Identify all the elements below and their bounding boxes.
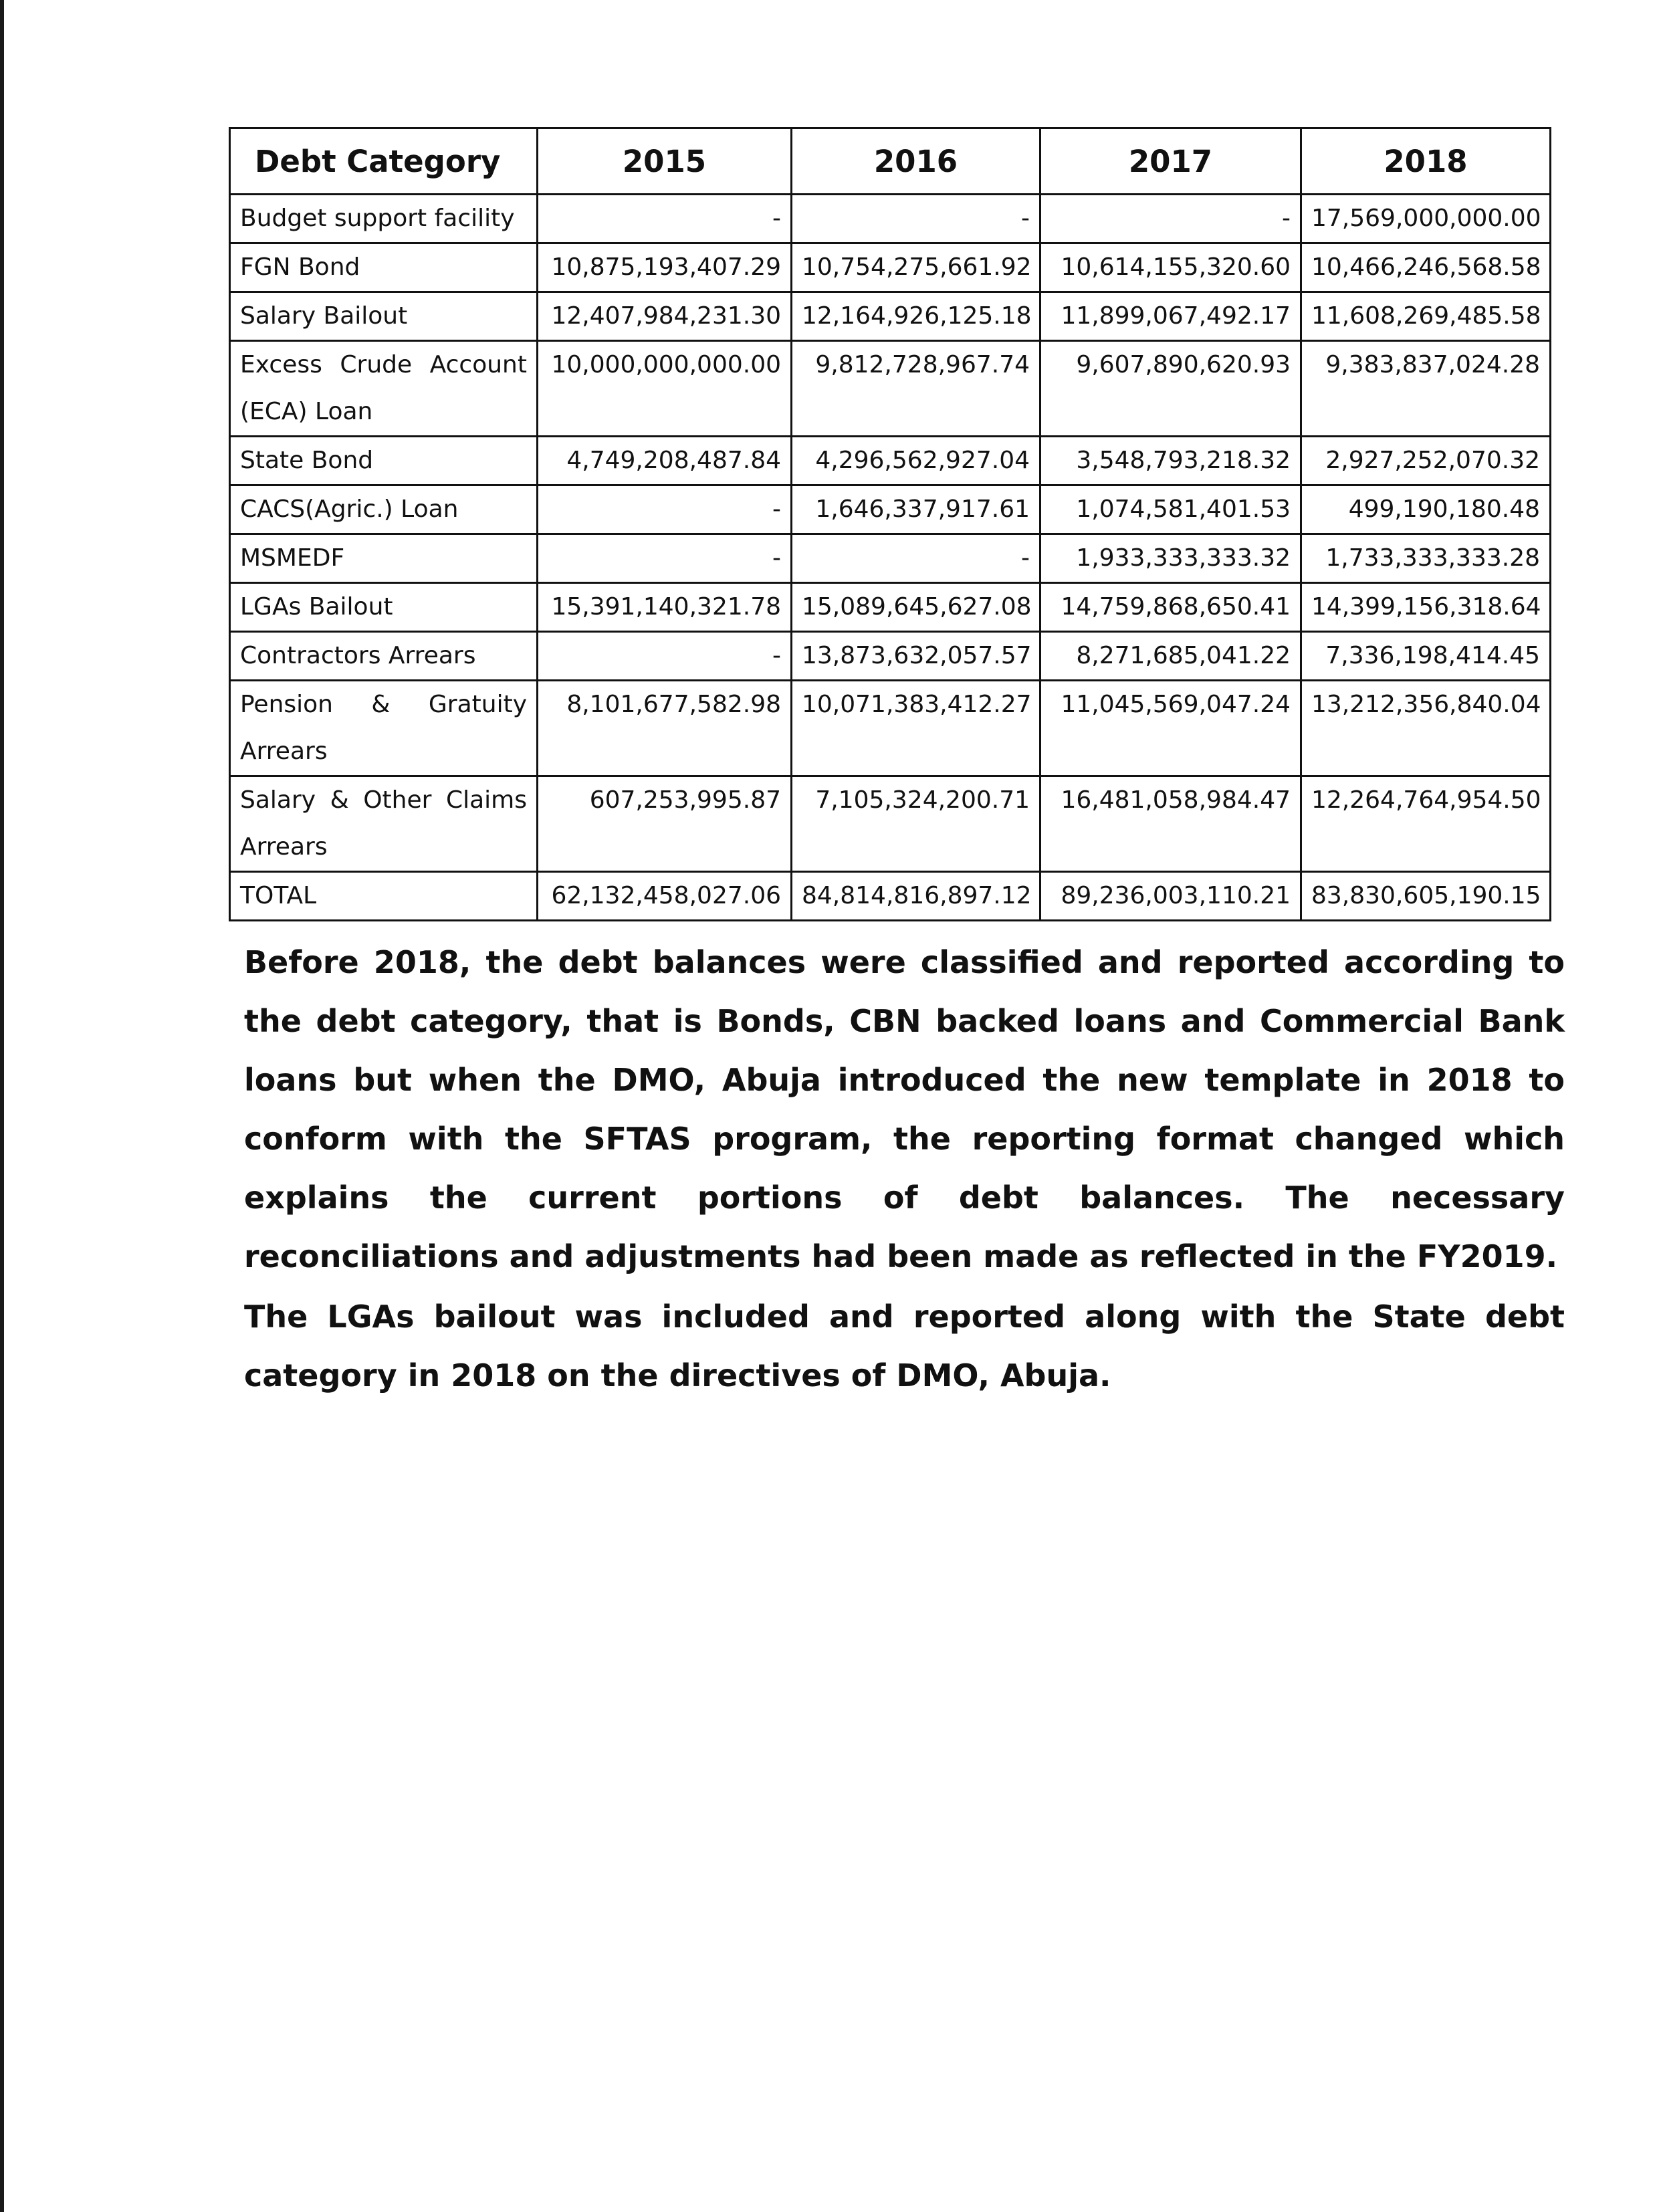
- header-2015: 2015: [538, 128, 792, 195]
- row-category: LGAs Bailout: [230, 583, 538, 632]
- row-value-2016: 12,164,926,125.18: [792, 292, 1040, 341]
- row-value-2015: 10,875,193,407.29: [538, 243, 792, 292]
- row-value-2017: 8,271,685,041.22: [1040, 632, 1301, 681]
- row-value-2018: 10,466,246,568.58: [1301, 243, 1551, 292]
- row-category: Pension & Gratuity Arrears: [230, 681, 538, 776]
- row-value-2017: 14,759,868,650.41: [1040, 583, 1301, 632]
- row-value-2018: 499,190,180.48: [1301, 485, 1551, 534]
- row-value-2016: 10,071,383,412.27: [792, 681, 1040, 776]
- row-value-2018: 14,399,156,318.64: [1301, 583, 1551, 632]
- total-label: TOTAL: [230, 872, 538, 921]
- row-value-2016: -: [792, 534, 1040, 583]
- table-row: [230, 243, 1551, 292]
- row-value-2015: -: [538, 632, 792, 681]
- row-value-2018: 17,569,000,000.00: [1301, 195, 1551, 243]
- row-value-2017: 1,074,581,401.53: [1040, 485, 1301, 534]
- row-value-2018: 7,336,198,414.45: [1301, 632, 1551, 681]
- row-category: State Bond: [230, 437, 538, 485]
- row-category: Excess Crude Account (ECA) Loan: [230, 341, 538, 437]
- table-row: [230, 776, 1551, 872]
- paragraph-debt-classification: Before 2018, the debt balances were classified and reported according to the debt category, that is Bonds, CBN backed loans and Commercial Bank loans but when the DMO, Abuja introduced the new template in 2018 to conform with the SFTAS program, the reporting format changed which explains the current portions of debt balances. The necessary reconciliations and adjustments had been made as reflected in the FY2019.: [244, 944, 1565, 1275]
- row-value-2015: -: [538, 534, 792, 583]
- total-2015: 62,132,458,027.06: [538, 872, 792, 921]
- row-value-2015: 8,101,677,582.98: [538, 681, 792, 776]
- header-debt-category: Debt Category: [230, 128, 538, 195]
- header-2017: 2017: [1040, 128, 1301, 195]
- row-value-2018: 11,608,269,485.58: [1301, 292, 1551, 341]
- total-2017: 89,236,003,110.21: [1040, 872, 1301, 921]
- row-value-2015: 10,000,000,000.00: [538, 341, 792, 437]
- table-header-row: [230, 128, 1551, 195]
- row-value-2016: 9,812,728,967.74: [792, 341, 1040, 437]
- row-value-2018: 1,733,333,333.28: [1301, 534, 1551, 583]
- total-2018: 83,830,605,190.15: [1301, 872, 1551, 921]
- table-row: [230, 437, 1551, 485]
- row-category: Budget support facility: [230, 195, 538, 243]
- table-row: [230, 583, 1551, 632]
- table-row: [230, 292, 1551, 341]
- row-category: Salary Bailout: [230, 292, 538, 341]
- row-category: Salary & Other Claims Arrears: [230, 776, 538, 872]
- paragraph-lgas-bailout: The LGAs bailout was included and reported along with the State debt category in 2018 on the directives of DMO, Abuja.: [244, 1299, 1565, 1394]
- table-row: [230, 632, 1551, 681]
- row-value-2018: 9,383,837,024.28: [1301, 341, 1551, 437]
- row-value-2015: -: [538, 485, 792, 534]
- header-2016: 2016: [792, 128, 1040, 195]
- table-row: [230, 195, 1551, 243]
- row-value-2015: 12,407,984,231.30: [538, 292, 792, 341]
- row-value-2016: 15,089,645,627.08: [792, 583, 1040, 632]
- row-value-2017: 1,933,333,333.32: [1040, 534, 1301, 583]
- row-value-2017: -: [1040, 195, 1301, 243]
- row-value-2018: 2,927,252,070.32: [1301, 437, 1551, 485]
- table-row: [230, 534, 1551, 583]
- row-value-2016: 10,754,275,661.92: [792, 243, 1040, 292]
- row-value-2017: 11,045,569,047.24: [1040, 681, 1301, 776]
- table-row: [230, 681, 1551, 776]
- row-category: Contractors Arrears: [230, 632, 538, 681]
- header-2018: 2018: [1301, 128, 1551, 195]
- row-category: FGN Bond: [230, 243, 538, 292]
- row-value-2017: 10,614,155,320.60: [1040, 243, 1301, 292]
- row-value-2016: -: [792, 195, 1040, 243]
- debt-table: [229, 127, 1551, 921]
- table-row: [230, 485, 1551, 534]
- row-value-2017: 3,548,793,218.32: [1040, 437, 1301, 485]
- row-value-2016: 13,873,632,057.57: [792, 632, 1040, 681]
- row-category: MSMEDF: [230, 534, 538, 583]
- row-value-2015: 4,749,208,487.84: [538, 437, 792, 485]
- row-category: CACS(Agric.) Loan: [230, 485, 538, 534]
- total-row: [230, 872, 1551, 921]
- row-value-2016: 1,646,337,917.61: [792, 485, 1040, 534]
- row-value-2018: 13,212,356,840.04: [1301, 681, 1551, 776]
- total-2016: 84,814,816,897.12: [792, 872, 1040, 921]
- row-value-2015: -: [538, 195, 792, 243]
- row-value-2017: 9,607,890,620.93: [1040, 341, 1301, 437]
- row-value-2016: 4,296,562,927.04: [792, 437, 1040, 485]
- row-value-2017: 16,481,058,984.47: [1040, 776, 1301, 872]
- row-value-2015: 15,391,140,321.78: [538, 583, 792, 632]
- row-value-2016: 7,105,324,200.71: [792, 776, 1040, 872]
- row-value-2017: 11,899,067,492.17: [1040, 292, 1301, 341]
- table-row: [230, 341, 1551, 437]
- row-value-2018: 12,264,764,954.50: [1301, 776, 1551, 872]
- row-value-2015: 607,253,995.87: [538, 776, 792, 872]
